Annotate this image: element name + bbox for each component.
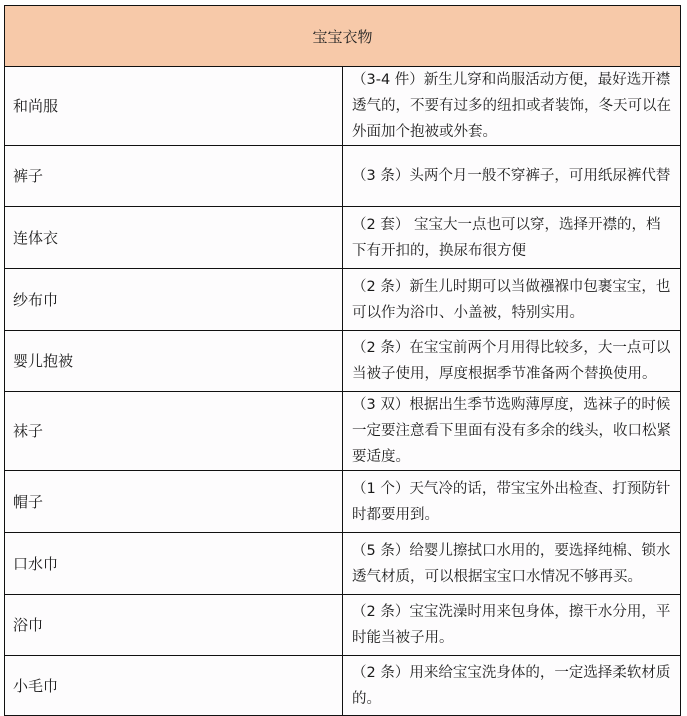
item-name: 连体衣 (5, 207, 343, 269)
table-row (5, 146, 681, 207)
table-row (5, 269, 681, 331)
item-name: 婴儿抱被 (5, 331, 343, 392)
item-description: （2 条）宝宝洗澡时用来包身体，擦干水分用，平时能当被子用。 (343, 595, 681, 656)
item-name: 袜子 (5, 392, 343, 471)
item-description: （2 条）在宝宝前两个月用得比较多，大一点可以当被子使用，厚度根据季节准备两个替换使用。 (343, 331, 681, 392)
item-description: （3 双）根据出生季节选购薄厚度，选袜子的时候一定要注意看下里面有没有多余的线头，收口松紧要适度。 (343, 392, 681, 471)
table-row (5, 595, 681, 656)
item-description: （1 个）天气冷的话，带宝宝外出检查、打预防针时都要用到。 (343, 471, 681, 533)
item-name: 纱布巾 (5, 269, 343, 331)
item-description: （3 条）头两个月一般不穿裤子，可用纸尿裤代替 (343, 146, 681, 207)
table-header-row (5, 6, 681, 67)
table-row (5, 471, 681, 533)
item-name: 小毛巾 (5, 656, 343, 716)
item-name: 口水巾 (5, 533, 343, 595)
item-name: 帽子 (5, 471, 343, 533)
table-row (5, 331, 681, 392)
item-name: 裤子 (5, 146, 343, 207)
baby-clothes-table (4, 5, 681, 716)
table-row (5, 533, 681, 595)
item-description: （2 套） 宝宝大一点也可以穿，选择开襟的，档下有开扣的，换尿布很方便 (343, 207, 681, 269)
table-title: 宝宝衣物 (5, 6, 681, 67)
item-description: （3-4 件）新生儿穿和尚服活动方便，最好选开襟透气的，不要有过多的纽扣或者装饰，冬天可以在外面加个抱被或外套。 (343, 67, 681, 146)
item-name: 和尚服 (5, 67, 343, 146)
item-name: 浴巾 (5, 595, 343, 656)
table-row (5, 392, 681, 471)
item-description: （2 条）用来给宝宝洗身体的，一定选择柔软材质的。 (343, 656, 681, 716)
item-description: （2 条）新生儿时期可以当做襁褓巾包裹宝宝，也可以作为浴巾、小盖被，特别实用。 (343, 269, 681, 331)
item-description: （5 条）给婴儿擦拭口水用的，要选择纯棉、锁水透气材质，可以根据宝宝口水情况不够再买。 (343, 533, 681, 595)
table-row (5, 67, 681, 146)
table-row (5, 207, 681, 269)
